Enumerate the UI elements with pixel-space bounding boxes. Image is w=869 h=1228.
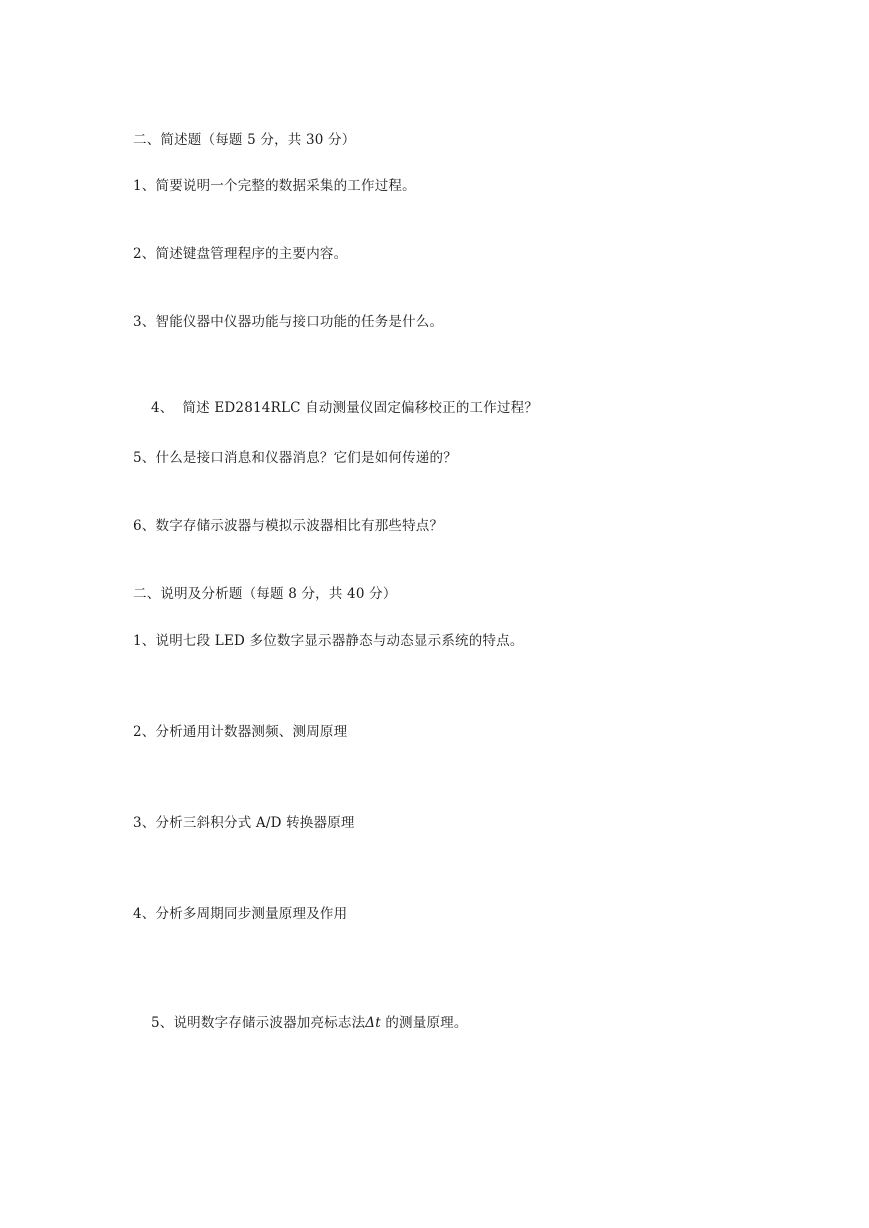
question-text-suffix: 的测量原理。 (380, 1015, 468, 1031)
question-separator: 、 (141, 724, 156, 740)
question-item (133, 245, 347, 263)
question-separator: 、 (141, 815, 156, 831)
question-item (133, 814, 355, 832)
question-text: 说明七段 LED 多位数字显示器静态与动态显示系统的特点。 (155, 633, 524, 649)
question-separator: 、 (141, 450, 156, 466)
question-number: 1 (133, 633, 142, 649)
question-separator: 、 (159, 400, 183, 416)
question-item (133, 723, 347, 741)
question-item (133, 177, 416, 195)
question-separator: 、 (159, 1015, 174, 1031)
question-item (133, 905, 347, 923)
question-number: 3 (133, 815, 142, 831)
question-separator: 、 (141, 633, 156, 649)
question-number: 3 (133, 314, 142, 330)
question-text: 说明数字存储示波器加亮标志法 (173, 1015, 366, 1031)
question-item (133, 632, 524, 650)
question-number: 5 (150, 1015, 160, 1031)
section-heading-analysis: 二、说明及分析题（每题 8 分，共 40 分） (133, 586, 397, 602)
question-separator: 、 (141, 178, 156, 194)
question-number: 4 (150, 400, 160, 416)
question-number: 5 (133, 450, 142, 466)
question-text: 简要说明一个完整的数据采集的工作过程。 (155, 178, 416, 194)
question-item (133, 517, 443, 535)
question-number: 6 (133, 518, 142, 534)
question-item (133, 449, 457, 467)
question-separator: 、 (141, 314, 156, 330)
question-number: 2 (133, 246, 142, 262)
question-text: 简述键盘管理程序的主要内容。 (155, 246, 348, 262)
question-item (133, 996, 468, 1050)
question-text: 分析三斜积分式 A/D 转换器原理 (155, 815, 355, 831)
math-symbol-delta-t: Δt (365, 1015, 381, 1031)
question-text: 分析多周期同步测量原理及作用 (155, 906, 348, 922)
section-heading-short-answer: 二、简述题（每题 5 分，共 30 分） (133, 132, 356, 148)
question-number: 4 (133, 906, 142, 922)
question-item (133, 381, 538, 435)
question-separator: 、 (141, 518, 156, 534)
question-number: 1 (133, 178, 142, 194)
question-item (133, 313, 443, 331)
question-number: 2 (133, 724, 142, 740)
question-text: 智能仪器中仪器功能与接口功能的任务是什么。 (155, 314, 444, 330)
question-text: 简述 ED2814RLC 自动测量仪固定偏移校正的工作过程？ (182, 400, 539, 416)
question-separator: 、 (141, 906, 156, 922)
question-separator: 、 (141, 246, 156, 262)
question-text: 什么是接口消息和仪器消息？它们是如何传递的？ (155, 450, 457, 466)
question-text: 数字存储示波器与模拟示波器相比有那些特点？ (155, 518, 444, 534)
question-text: 分析通用计数器测频、测周原理 (155, 724, 348, 740)
